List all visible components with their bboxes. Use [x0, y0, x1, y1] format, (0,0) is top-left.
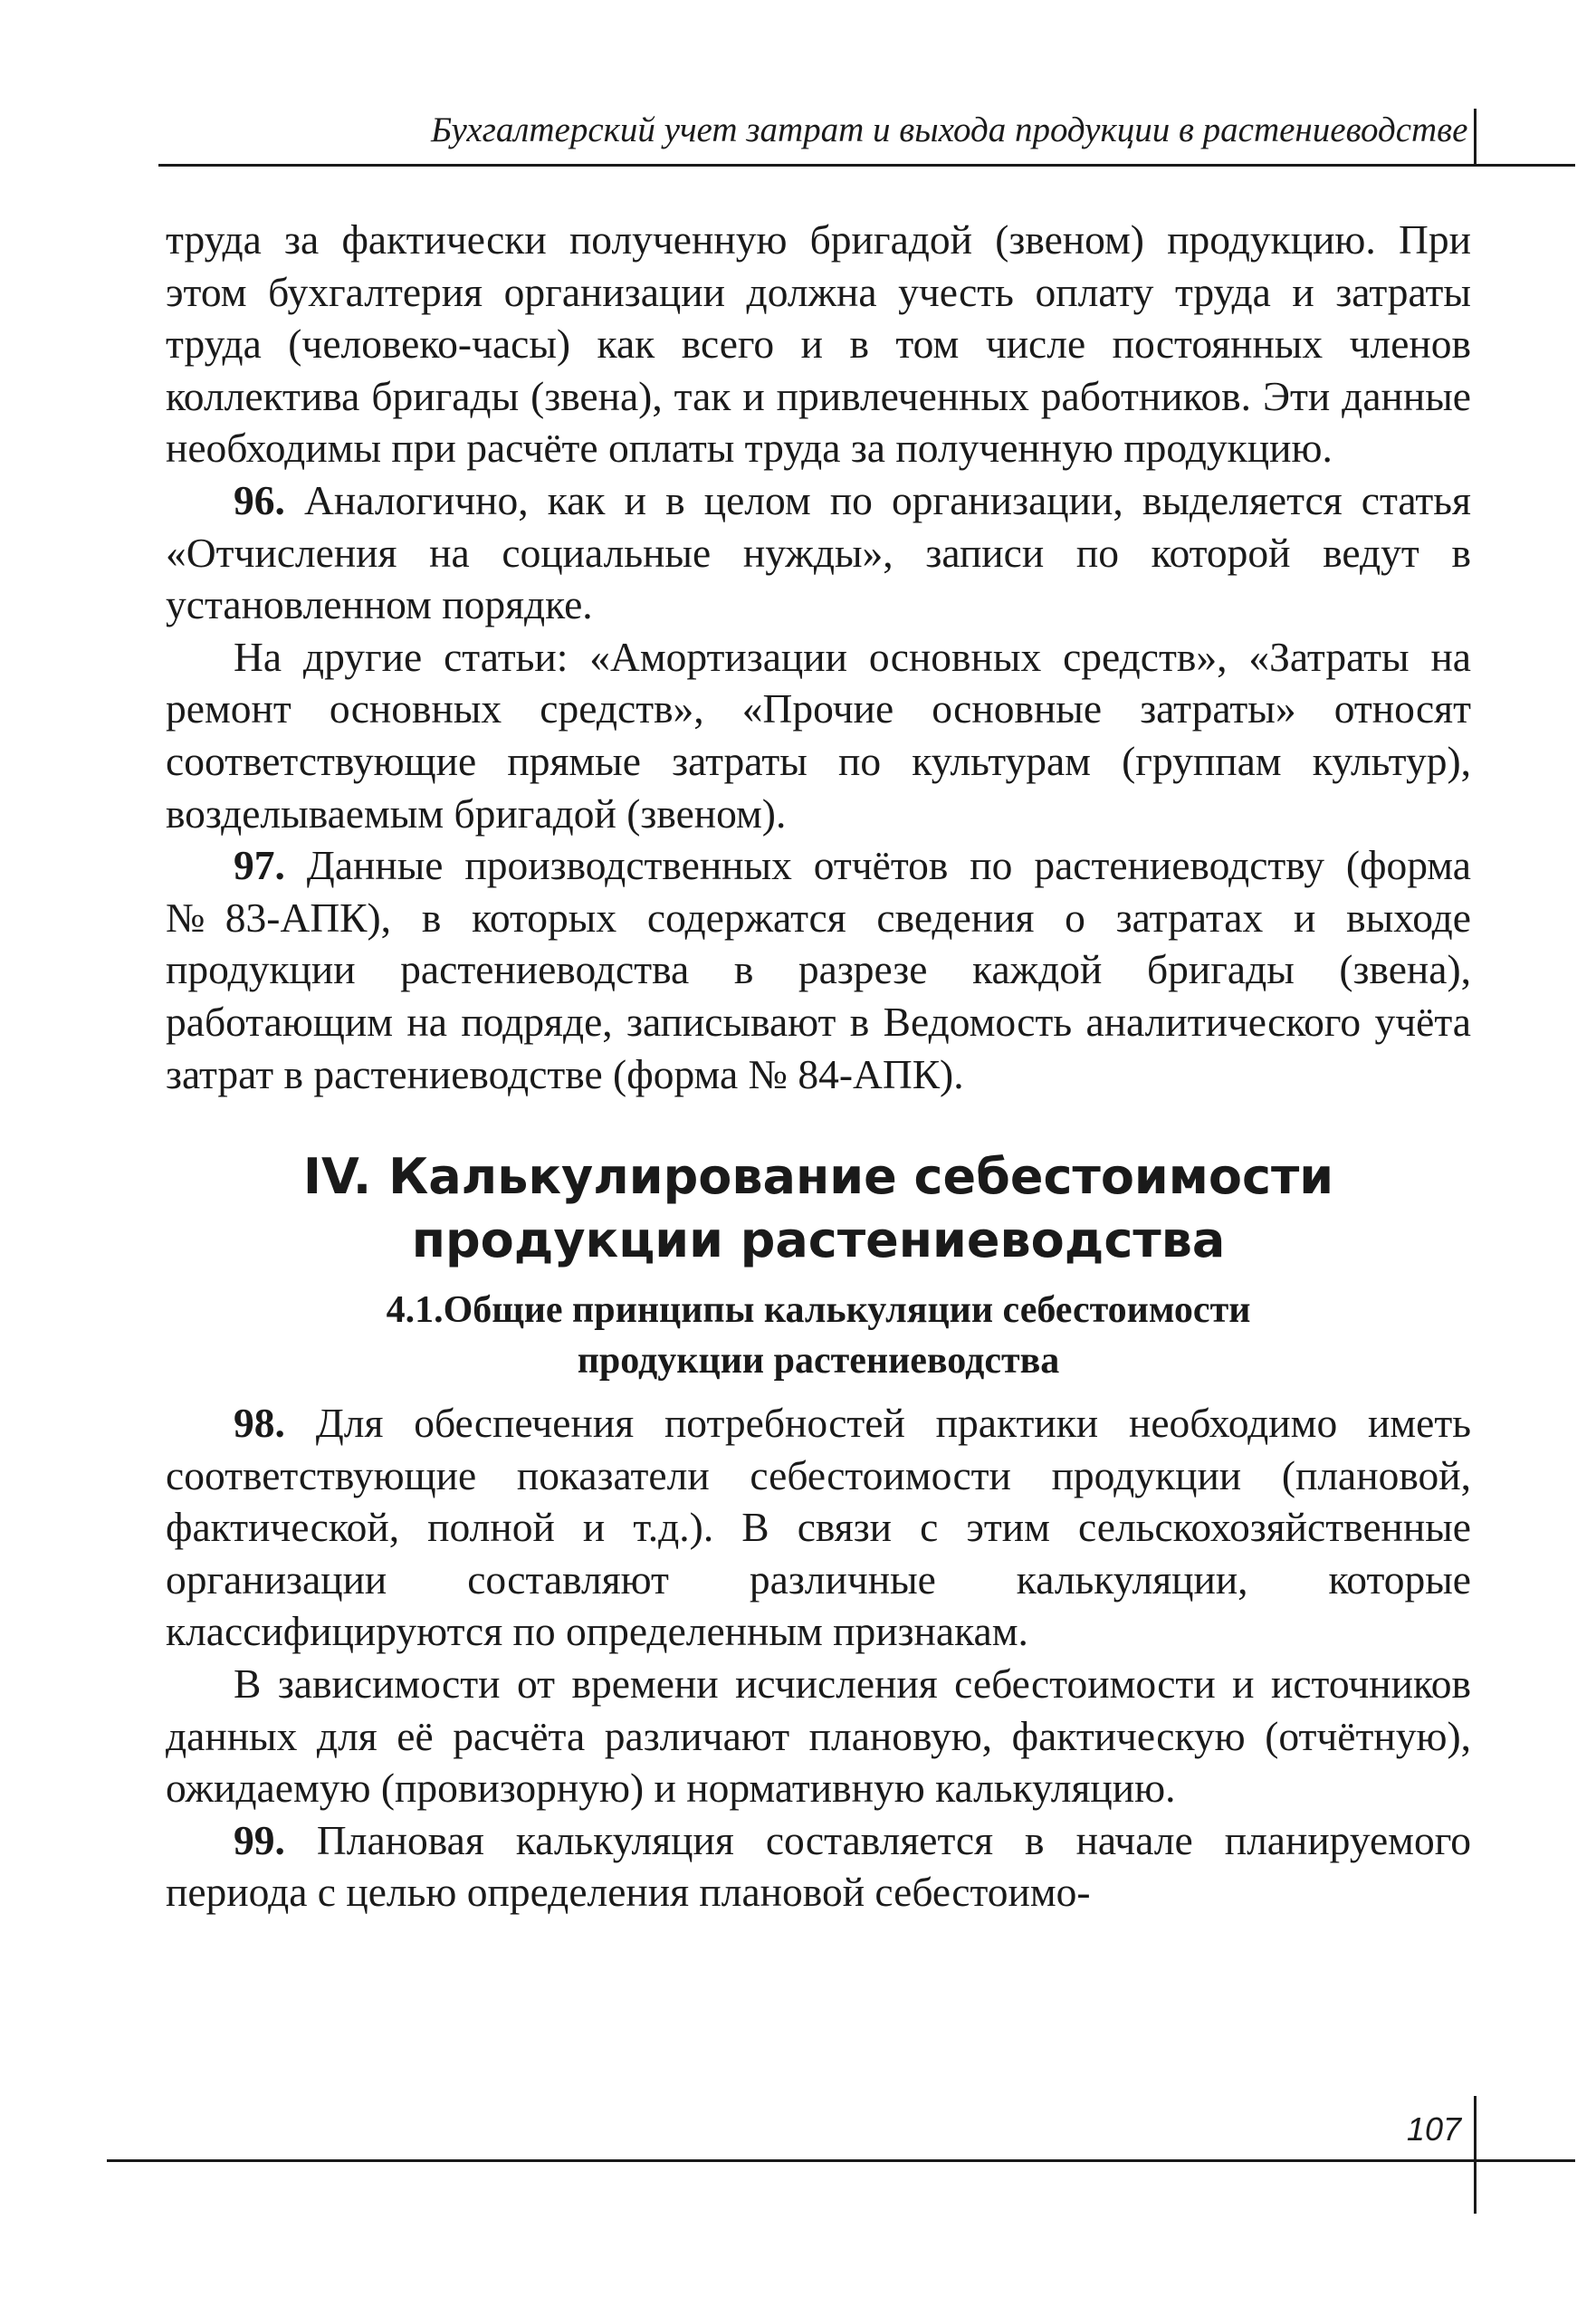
paragraph-number: 96.: [234, 476, 285, 523]
footer-vertical-rule: [1474, 2096, 1477, 2214]
paragraph-98: [166, 1397, 1471, 1658]
section-title-line: продукции растениеводства: [577, 1340, 1060, 1383]
paragraph-text: Данные производственных отчётов по растениеводству (форма №83-АПК), в которых содержатся сведения о затратах и выходе продукции растениеводства в разрезе каждой бригады (звена), работающим на подряде, записывают в Ведомость аналитического учёта затрат в растениеводстве (форма № 84-АПК).: [166, 842, 1471, 1097]
paragraph-text: Плановая калькуляция составляется в начале планируемого периода с целью определения плановой себестоимо-: [166, 1816, 1471, 1916]
chapter-title-line: IV. Калькулирование себестоимости: [302, 1148, 1334, 1206]
paragraph-calculation-types: В зависимости от времени исчисления себестоимости и источников данных для её расчёта различают плановую, фактическую (отчётную), ожидаемую (провизорную) и нормативную калькуляцию.: [166, 1660, 1471, 1812]
running-header: Бухгалтерский учет затрат и выхода продукции в растениеводстве: [431, 110, 1468, 149]
paragraph-continuation: труда за фактически полученную бригадой (звеном) продукцию. При этом бухгалтерия организации должна учесть оплату труда и затраты труда (человеко-часы) как всего и в том числе постоянных членов коллектива бригады (звена), так и привлеченных работников. Эти данные необходимы при расчёте оплаты труда за полученную продукцию.: [166, 216, 1471, 472]
paragraph-number: 97.: [234, 842, 285, 889]
paragraph-99: [166, 1814, 1471, 1918]
text-column: [166, 214, 1471, 1918]
footer-rule: [107, 2159, 1575, 2162]
paragraph-96: [166, 474, 1471, 631]
paragraph-number: 98.: [234, 1400, 285, 1447]
chapter-title: [166, 1145, 1471, 1272]
chapter-title-line: продукции растениеводства: [411, 1211, 1226, 1269]
paragraph-other-articles: На другие статьи: «Амортизации основных средств», «Затраты на ремонт основных средств», «Прочие основные затраты» относят соответствующие прямые затраты по культурам (группам культур), возделываемым бригадой (звеном).: [166, 633, 1471, 837]
header-vertical-rule: [1474, 109, 1477, 167]
page-number: 107: [1406, 2110, 1461, 2148]
section-title-line: 4.1.Общие принципы калькуляции себестоимости: [386, 1289, 1251, 1332]
paragraph-number: 99.: [234, 1816, 285, 1863]
header-rule: [158, 164, 1575, 167]
paragraph-97: [166, 839, 1471, 1100]
section-title: [166, 1285, 1471, 1386]
paragraph-text: Аналогично, как и в целом по организации, выделяется статья «Отчисления на социальные нужды», записи по которой ведут в установленном порядке.: [166, 476, 1471, 628]
paragraph-text: Для обеспечения потребностей практики необходимо иметь соответствующие показатели себестоимости продукции (плановой, фактической, полной и т.д.). В связи с этим сельскохозяйственные организации составляют различные калькуляции, которые классифицируются по определенным признакам.: [166, 1400, 1471, 1655]
